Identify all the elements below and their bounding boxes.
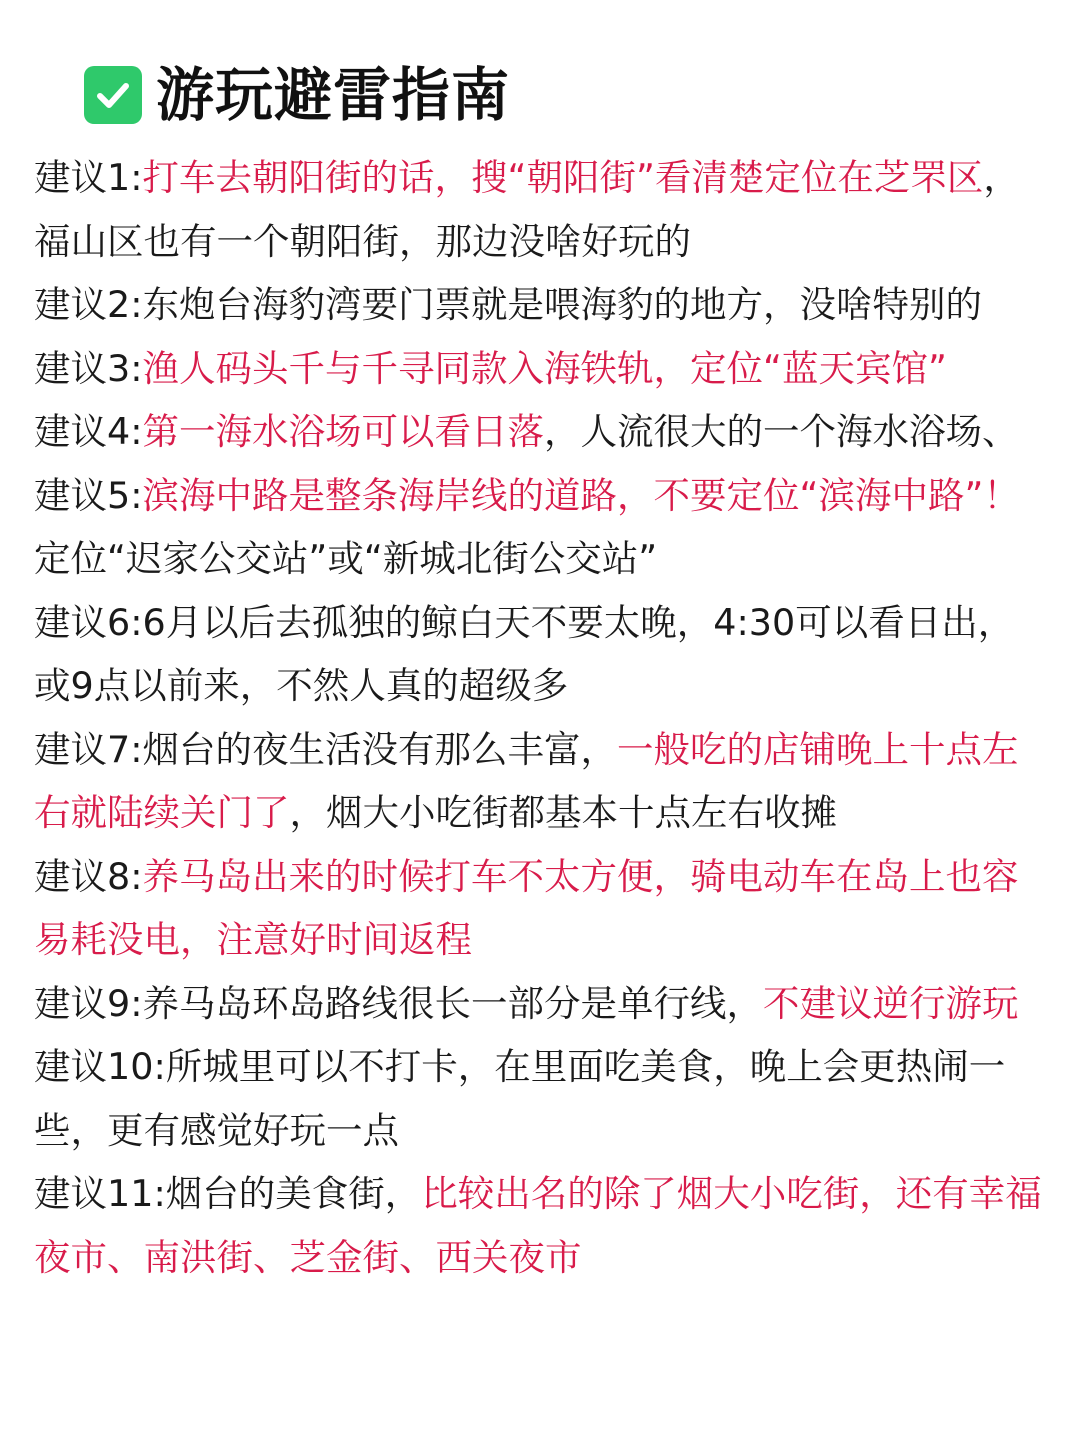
tip-text-segment: 建议4: [34, 410, 143, 453]
tip-highlight-segment: 一般吃的店铺晚上十点左右就陆续关门了 [34, 727, 1019, 834]
tip-text-segment: 建议7:烟台的夜生活没有那么丰富， [34, 727, 618, 771]
tip-highlight-segment: 渔人码头千与千寻同款入海铁轨，定位“蓝天宾馆” [142, 346, 947, 390]
tip-highlight-segment: 不建议逆行游玩 [763, 981, 1019, 1025]
tip-text-segment: 建议3: [34, 346, 143, 390]
tip-5 [34, 464, 1046, 591]
tip-highlight-segment: 比较出名的除了烟大小吃街，还有幸福夜市、南洪街、芝金街、西关夜市 [34, 1172, 1042, 1279]
tip-text-segment: ，人流很大的一个海水浴场、 [544, 410, 1019, 453]
tip-text-segment: ，烟大小吃街都基本十点左右收摊 [289, 791, 837, 834]
tip-6 [34, 591, 1046, 718]
tip-text-segment: 建议1: [34, 156, 143, 199]
tip-11 [34, 1162, 1046, 1289]
green-checkmark-icon [84, 66, 142, 124]
tip-7 [34, 718, 1046, 845]
tip-1 [34, 146, 1046, 273]
tip-text-segment: 建议5: [34, 473, 143, 517]
tip-text-segment: 建议2:东炮台海豹湾要门票就是喂海豹的地方，没啥特别的 [34, 283, 983, 326]
tip-10 [34, 1035, 1046, 1162]
tip-text-segment: ，福山区也有一个朝阳街，那边没啥好玩的 [34, 156, 1020, 263]
tip-3 [34, 337, 1046, 401]
tip-text-segment: 建议10:所城里可以不打卡，在里面吃美食，晚上会更热闹一些，更有感觉好玩一点 [34, 1045, 1006, 1152]
tip-text-segment: 建议11:烟台的美食街， [34, 1172, 422, 1215]
tip-text-segment: 定位“迟家公交站”或“新城北街公交站” [34, 537, 658, 580]
tip-text-segment: 建议6:6月以后去孤独的鲸白天不要太晚，4:30可以看日出，或9点以前来，不然人真的超级多 [34, 600, 1015, 707]
tips-list [34, 146, 1046, 1289]
page-header [84, 60, 510, 130]
tip-highlight-segment: 养马岛出来的时候打车不太方便，骑电动车在岛上也容易耗没电，注意好时间返程 [34, 854, 1019, 961]
tip-4 [34, 400, 1046, 464]
tip-9 [34, 972, 1046, 1036]
tip-highlight-segment: 滨海中路是整条海岸线的道路，不要定位“滨海中路”！ [142, 473, 1020, 517]
tip-text-segment: 建议9:养马岛环岛路线很长一部分是单行线， [34, 981, 764, 1025]
tip-highlight-segment: 第一海水浴场可以看日落 [142, 410, 545, 453]
tip-highlight-segment: 打车去朝阳街的话，搜“朝阳街”看清楚定位在芝罘区 [142, 156, 984, 199]
tip-text-segment: 建议8: [34, 854, 143, 898]
tip-2 [34, 273, 1046, 337]
page-title: 游玩避雷指南 [156, 61, 511, 129]
tip-8 [34, 845, 1046, 972]
